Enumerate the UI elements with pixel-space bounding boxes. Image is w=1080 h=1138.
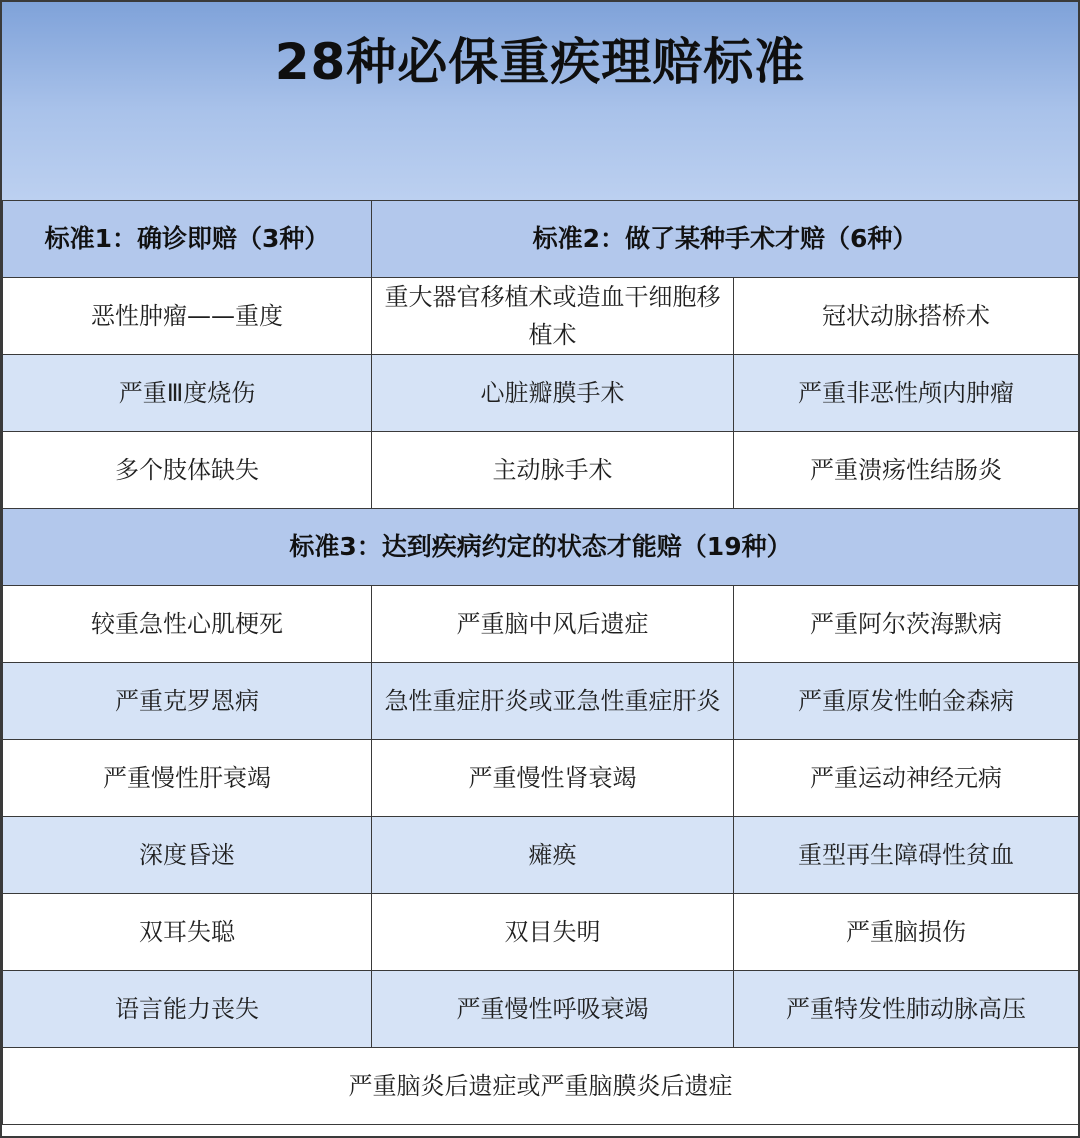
table-cell: 心脏瓣膜手术 [372, 355, 734, 432]
table-cell: 严重慢性肾衰竭 [372, 740, 734, 817]
standard1-header: 标准1：确诊即赔（3种） [3, 201, 372, 278]
standard2-header: 标准2：做了某种手术才赔（6种） [372, 201, 1079, 278]
table-row [3, 817, 1079, 894]
table-row [3, 663, 1079, 740]
table-cell: 急性重症肝炎或亚急性重症肝炎 [372, 663, 734, 740]
table-row [3, 355, 1079, 432]
table-cell: 重大器官移植术或造血干细胞移植术 [372, 278, 734, 355]
table-row [3, 971, 1079, 1048]
title-band [2, 2, 1078, 202]
table-cell: 语言能力丧失 [3, 971, 372, 1048]
table-cell: 严重原发性帕金森病 [734, 663, 1079, 740]
table-row [3, 894, 1079, 971]
table-cell: 严重阿尔茨海默病 [734, 586, 1079, 663]
table-cell: 多个肢体缺失 [3, 432, 372, 509]
table-cell: 严重慢性呼吸衰竭 [372, 971, 734, 1048]
table-cell: 冠状动脉搭桥术 [734, 278, 1079, 355]
claims-table [2, 200, 1079, 1125]
table-cell: 严重脑中风后遗症 [372, 586, 734, 663]
table-row-last [3, 1048, 1079, 1125]
table-cell: 重型再生障碍性贫血 [734, 817, 1079, 894]
table-cell: 严重溃疡性结肠炎 [734, 432, 1079, 509]
table-cell: 严重克罗恩病 [3, 663, 372, 740]
table-cell: 严重脑损伤 [734, 894, 1079, 971]
table-cell: 主动脉手术 [372, 432, 734, 509]
page-title: 28种必保重疾理赔标准 [274, 33, 806, 91]
table-cell: 严重运动神经元病 [734, 740, 1079, 817]
standard3-header-row [3, 509, 1079, 586]
table-row [3, 432, 1079, 509]
standard3-header: 标准3：达到疾病约定的状态才能赔（19种） [3, 509, 1079, 586]
table-cell: 较重急性心肌梗死 [3, 586, 372, 663]
table-cell: 严重非恶性颅内肿瘤 [734, 355, 1079, 432]
table-cell: 恶性肿瘤——重度 [3, 278, 372, 355]
table-row [3, 278, 1079, 355]
table-row [3, 740, 1079, 817]
table-cell: 严重Ⅲ度烧伤 [3, 355, 372, 432]
table-row [3, 586, 1079, 663]
table-cell: 双耳失聪 [3, 894, 372, 971]
table-cell: 严重特发性肺动脉高压 [734, 971, 1079, 1048]
table-cell: 深度昏迷 [3, 817, 372, 894]
table-cell: 严重慢性肝衰竭 [3, 740, 372, 817]
standard-headers-row [3, 201, 1079, 278]
table-cell: 严重脑炎后遗症或严重脑膜炎后遗症 [3, 1048, 1079, 1125]
table-cell: 双目失明 [372, 894, 734, 971]
table-cell: 瘫痪 [372, 817, 734, 894]
